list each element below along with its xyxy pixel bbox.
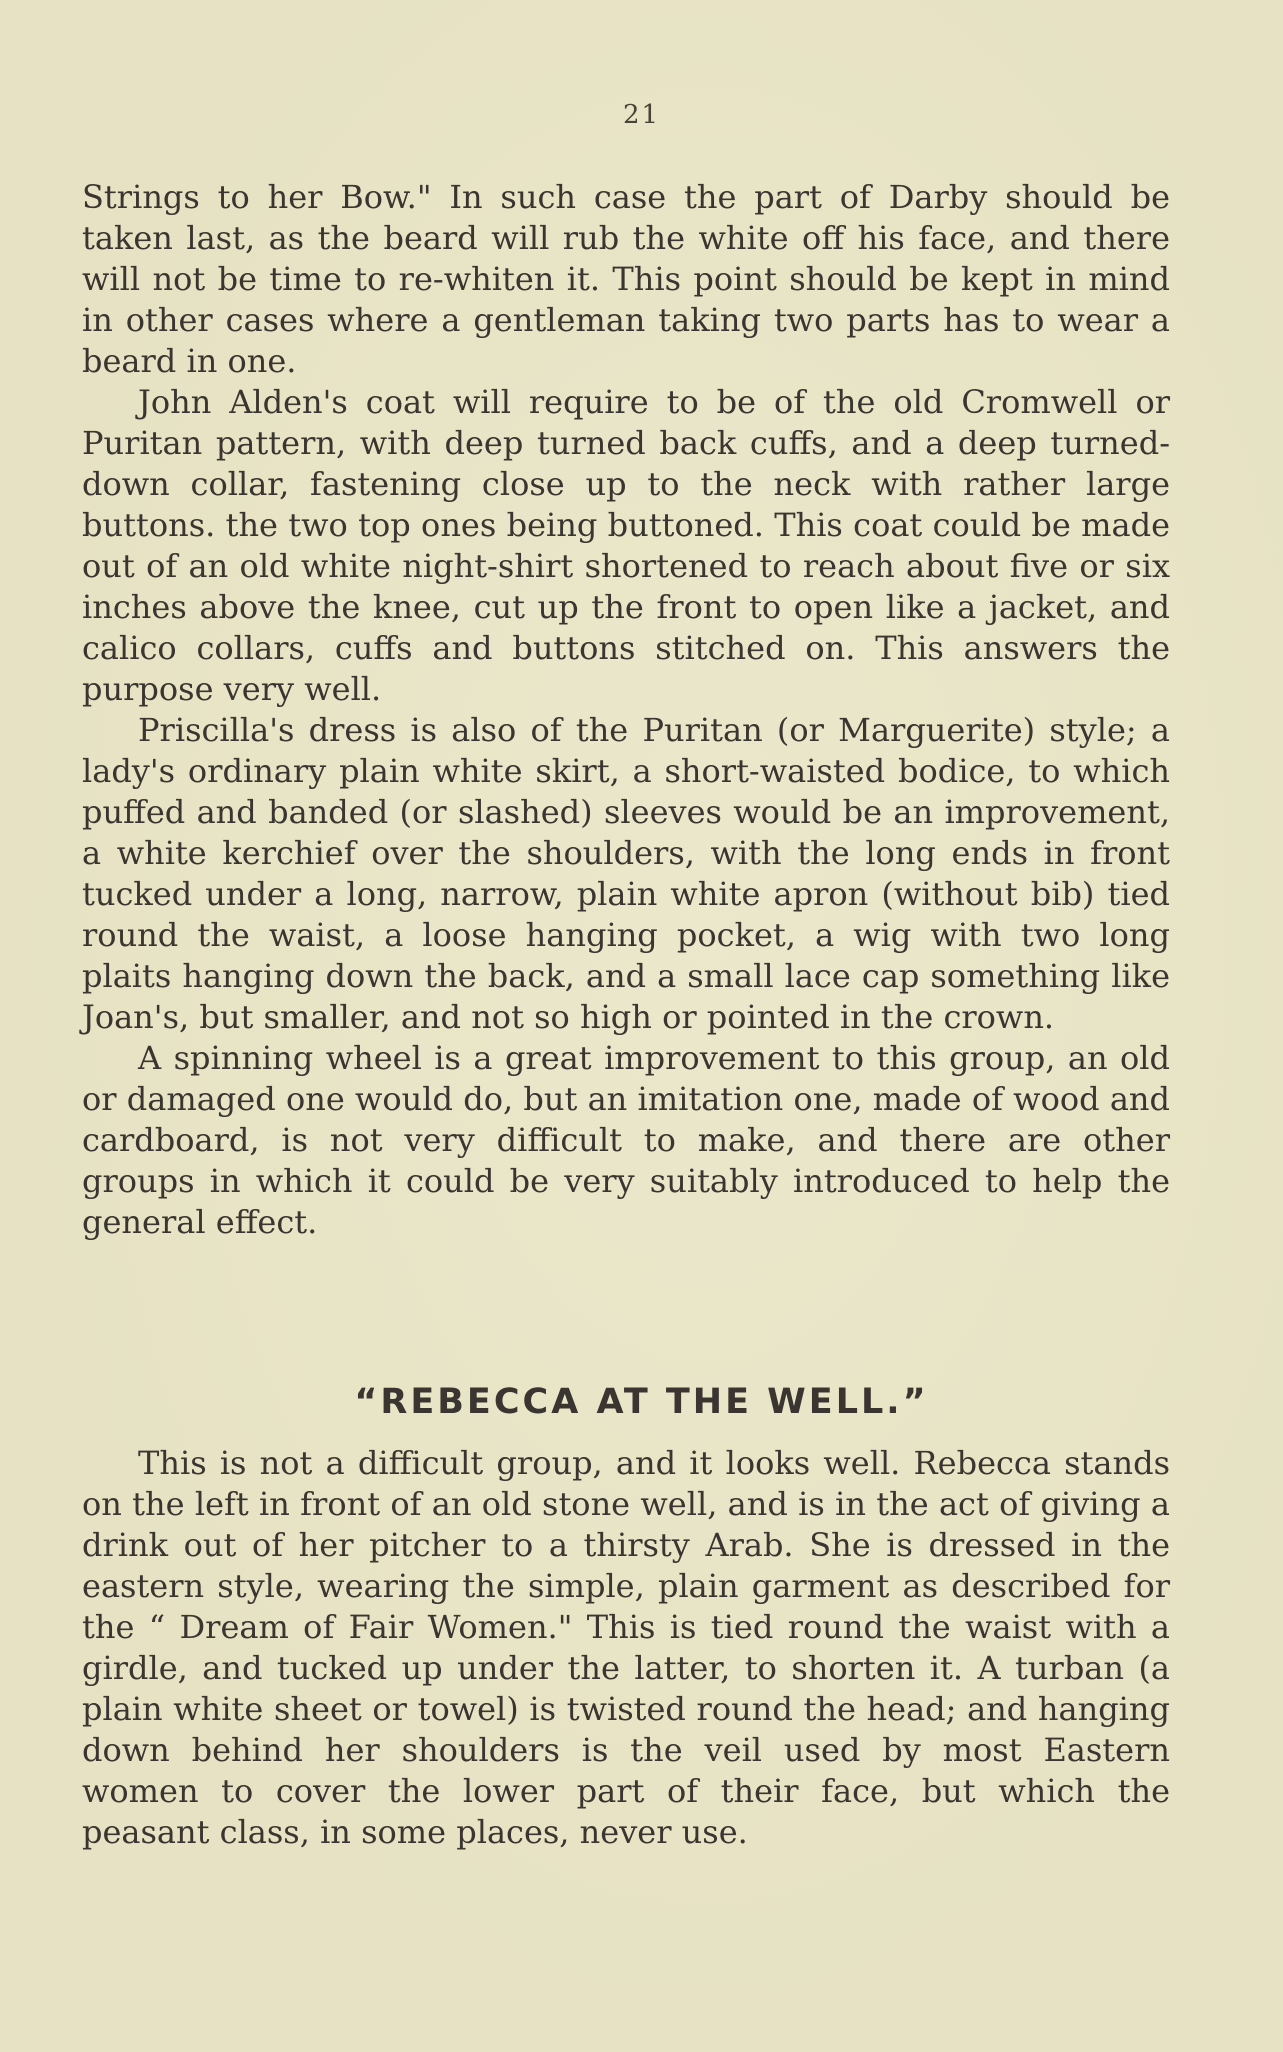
section-heading: “REBECCA AT THE WELL.”	[354, 1382, 929, 1422]
paragraph-rebecca-group: This is not a difficult group, and it looks well. Rebecca stands on the left in front of an old stone well, and is in the act of giving a drink out of her pitcher to a thirsty Arab. She is dressed in the eastern style, wearing the simple, plain garment as described for the “ Dream of Fair Women." This is tied round the waist with a girdle, and tucked up under the latter, to shorten it. A turban (a plain white sheet or towel) is twisted round the head; and hanging down behind her shoulders is the veil used by most Eastern women to cover the lower part of their face, but which the peasant class, in some places, never use.	[82, 1444, 1170, 1851]
body-text-before-heading	[82, 177, 1170, 1243]
paragraph-priscilla-dress: Priscilla's dress is also of the Puritan (or Marguerite) style; a lady's ordinary plain white skirt, a short-waisted bodice, to which puffed and banded (or slashed) sleeves would be an improvement, a white kerchief over the shoulders, with the long ends in front tucked under a long, narrow, plain white apron (without bib) tied round the waist, a loose hanging pocket, a wig with two long plaits hanging down the back, and a small lace cap something like Joan's, but smaller, and not so high or pointed in the crown.	[82, 711, 1170, 1036]
paragraph-spinning-wheel: A spinning wheel is a great improvement to this group, an old or damaged one would do, but an imitation one, made of wood and cardboard, is not very difficult to make, and there are other groups in which it could be very suitably introduced to help the general effect.	[82, 1039, 1170, 1241]
paragraph-darby-beard: Strings to her Bow." In such case the part of Darby should be taken last, as the beard will rub the white off his face, and there will not be time to re-whiten it. This point should be kept in mind in other cases where a gentleman taking two parts has to wear a beard in one.	[82, 178, 1170, 380]
paragraph-john-alden-coat: John Alden's coat will require to be of the old Cromwell or Puritan pattern, with deep turned back cuffs, and a deep turned-down collar, fastening close up to the neck with rather large buttons. the two top ones being buttoned. This coat could be made out of an old white night-shirt shortened to reach about five or six inches above the knee, cut up the front to open like a jacket, and calico collars, cuffs and buttons stitched on. This answers the purpose very well.	[82, 383, 1170, 708]
body-text-after-heading	[82, 1443, 1170, 1853]
page-number: 21	[622, 100, 661, 130]
